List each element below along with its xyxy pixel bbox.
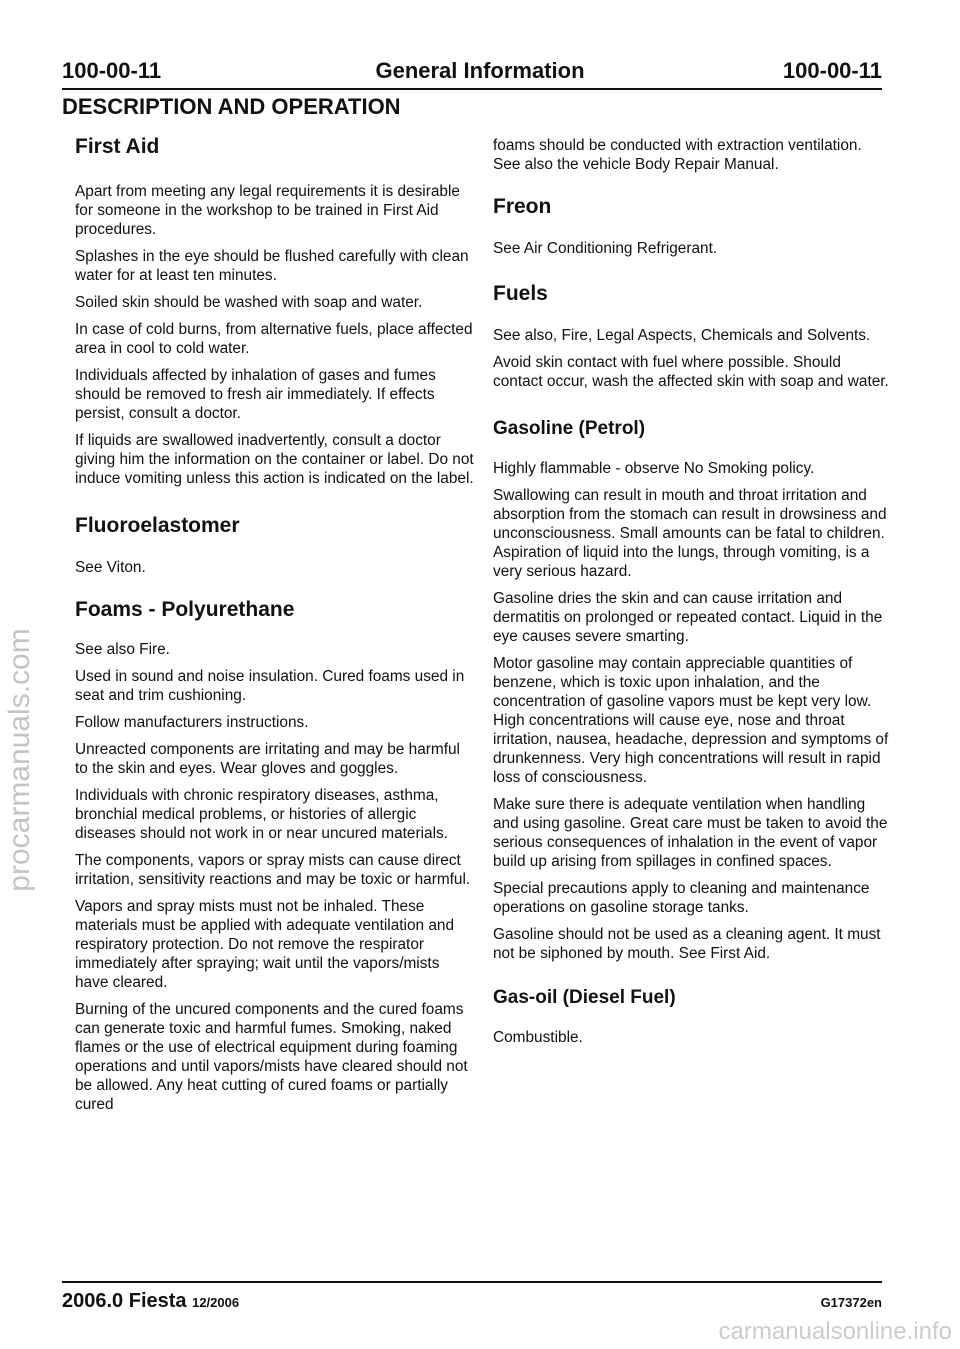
paragraph: Gasoline dries the skin and can cause irritation and dermatitis on prolonged or repeated contact. Liquid in the eye causes severe smarting.	[493, 590, 883, 645]
paragraph: Follow manufacturers instructions.	[75, 714, 309, 731]
paragraph: Special precautions apply to cleaning and maintenance operations on gasoline storage tanks.	[493, 880, 870, 916]
heading-gas-oil: Gas-oil (Diesel Fuel)	[493, 987, 676, 1008]
paragraph: The components, vapors or spray mists can cause direct irritation, sensitivity reactions and may be toxic or harmful.	[75, 852, 471, 888]
paragraph: Motor gasoline may contain appreciable quantities of benzene, which is toxic upon inhalation, and the concentration of gasoline vapors must be kept very low. High concentrations will cause eye, nose and throat irritation, nausea, headache, depression and symptoms of drunkenness. Very high concentrations will result in rapid loss of consciousness.	[493, 655, 889, 786]
left-column	[75, 134, 477, 1122]
paragraph: Swallowing can result in mouth and throat irritation and absorption from the stomach can result in drowsiness and unconsciousness. Small amounts can be fatal to children. Aspiration of liquid into the lungs, through vomiting, is a very serious hazard.	[493, 487, 887, 580]
bottom-watermark: carmanualsonline.info	[718, 1318, 952, 1345]
section-title: DESCRIPTION AND OPERATION	[62, 94, 401, 119]
heading-freon: Freon	[493, 195, 552, 218]
paragraph: See also, Fire, Legal Aspects, Chemicals and Solvents.	[493, 327, 871, 344]
paragraph: Soiled skin should be washed with soap and water.	[75, 294, 423, 311]
footer-rule	[62, 1281, 882, 1283]
paragraph: Used in sound and noise insulation. Cured foams used in seat and trim cushioning.	[75, 668, 465, 704]
paragraph: Vapors and spray mists must not be inhaled. These materials must be applied with adequate ventilation and respiratory protection. Do not remove the respirator immediately after spraying; wait until the vapors/mists have cleared.	[75, 898, 455, 991]
footer-model	[62, 1290, 239, 1313]
paragraph: Combustible.	[493, 1029, 583, 1046]
paragraph: Highly flammable - observe No Smoking policy.	[493, 460, 815, 477]
header-title: General Information	[375, 58, 585, 83]
heading-fluoroelastomer: Fluoroelastomer	[75, 514, 240, 537]
side-watermark: procarmanuals.com	[3, 628, 36, 892]
paragraph: Avoid skin contact with fuel where possible. Should contact occur, wash the affected skin with soap and water.	[493, 354, 889, 390]
paragraph: Unreacted components are irritating and may be harmful to the skin and eyes. Wear gloves and goggles.	[75, 741, 460, 777]
paragraph: Burning of the uncured components and the cured foams can generate toxic and harmful fumes. Smoking, naked flames or the use of electrical equipment during foaming operations and until vapors/mists have cleared should not be allowed. Any heat cutting of cured foams or partially cured	[75, 1001, 468, 1113]
paragraph: Splashes in the eye should be flushed carefully with clean water for at least ten minutes.	[75, 248, 469, 284]
heading-fuels: Fuels	[493, 282, 548, 305]
paragraph: If liquids are swallowed inadvertently, consult a doctor giving him the information on the container or label. Do not induce vomiting unless this action is indicated on the label.	[75, 432, 474, 487]
header-rule	[62, 88, 882, 90]
page-number-right: 100-00-11	[782, 58, 882, 83]
heading-foams-polyurethane: Foams - Polyurethane	[75, 598, 295, 621]
paragraph: See also Fire.	[75, 641, 170, 658]
footer-model-name: 2006.0 Fiesta	[62, 1290, 187, 1312]
right-column	[493, 136, 893, 1055]
paragraph: foams should be conducted with extraction ventilation. See also the vehicle Body Repair Manual.	[493, 137, 862, 173]
heading-gasoline: Gasoline (Petrol)	[493, 418, 646, 439]
paragraph: Gasoline should not be used as a cleaning agent. It must not be siphoned by mouth. See First Aid.	[493, 926, 881, 962]
paragraph: Apart from meeting any legal requirements it is desirable for someone in the workshop to be trained in First Aid procedures.	[75, 183, 460, 238]
page-number-left: 100-00-11	[62, 58, 162, 83]
footer-date: 12/2006	[192, 1295, 240, 1310]
paragraph: Individuals affected by inhalation of gases and fumes should be removed to fresh air immediately. If effects persist, consult a doctor.	[75, 367, 436, 422]
paragraph: Make sure there is adequate ventilation when handling and using gasoline. Great care must be taken to avoid the serious consequences of inhalation in the event of vapor build up arising from spillages in confined spaces.	[493, 796, 888, 870]
paragraph: Individuals with chronic respiratory diseases, asthma, bronchial medical problems, or histories of allergic diseases should not work in or near uncured materials.	[75, 787, 448, 842]
paragraph: See Viton.	[75, 559, 146, 576]
footer-code: G17372en	[820, 1295, 882, 1310]
paragraph: See Air Conditioning Refrigerant.	[493, 240, 718, 257]
heading-first-aid: First Aid	[75, 135, 160, 158]
paragraph: In case of cold burns, from alternative fuels, place affected area in cool to cold water.	[75, 321, 473, 357]
